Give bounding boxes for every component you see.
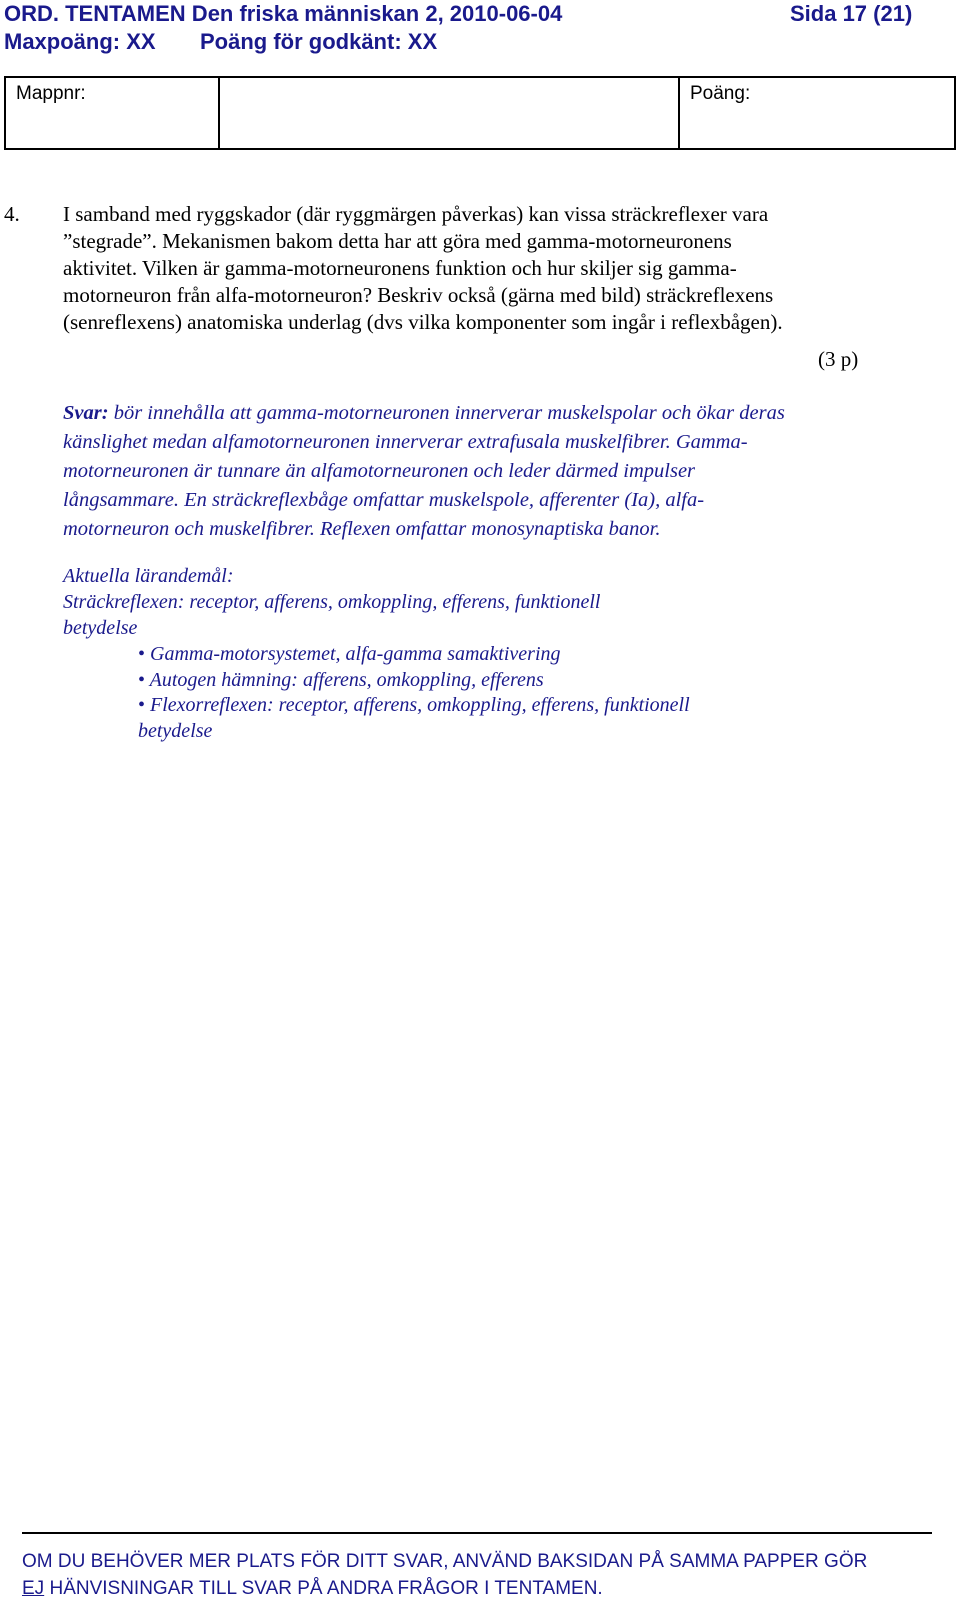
answer-block xyxy=(63,399,953,544)
list-item xyxy=(138,668,690,694)
list-item xyxy=(138,642,690,668)
question-line: motorneuron från alfa-motorneuron? Beskriv också (gärna med bild) sträckreflexens xyxy=(63,283,774,307)
question-text xyxy=(63,201,943,336)
footer-note xyxy=(22,1548,867,1602)
objectives-bullets xyxy=(138,642,690,744)
answer-line: motorneuron och muskelfibrer. Reflexen omfattar monosynaptiska banor. xyxy=(63,518,661,540)
grading-box xyxy=(4,76,956,150)
exam-title: ORD. TENTAMEN Den friska människan 2, 2010-06-04 xyxy=(4,1,563,26)
question-number: 4. xyxy=(4,202,20,226)
poang-label: Poäng: xyxy=(690,83,751,104)
objectives-intro-line: betydelse xyxy=(63,617,138,639)
answer-line: bör innehålla att gamma-motorneuronen innerverar muskelspolar och ökar deras xyxy=(113,402,785,424)
footer-rule xyxy=(22,1532,932,1534)
footer-ej: EJ xyxy=(22,1578,45,1599)
question-points: (3 p) xyxy=(818,347,859,371)
question-line: (senreflexens) anatomiska underlag (dvs vilka komponenter som ingår i reflexbågen). xyxy=(63,310,783,334)
bullet-icon: • xyxy=(138,643,146,665)
bullet-icon: • xyxy=(138,694,146,716)
list-item xyxy=(138,693,690,719)
bullet-icon: • xyxy=(138,668,146,691)
mappnr-cell[interactable] xyxy=(6,78,220,148)
answer-line: känslighet medan alfamotorneuronen innerverar extrafusala muskelfibrer. Gamma- xyxy=(63,431,748,453)
answer-label: Svar: xyxy=(63,402,109,424)
list-item-text: Flexorreflexen: receptor, afferens, omkoppling, efferens, funktionell xyxy=(150,694,690,716)
page-number: Sida 17 (21) xyxy=(790,1,913,26)
answer-line: långsammare. En sträckreflexbåge omfattar muskelspole, afferenter (Ia), alfa- xyxy=(63,489,705,511)
footer-line xyxy=(22,1575,867,1602)
max-points: Maxpoäng: XX xyxy=(4,29,156,54)
pass-points: Poäng för godkänt: XX xyxy=(200,29,438,54)
footer-line-rest: HÄNVISNINGAR TILL SVAR PÅ ANDRA FRÅGOR I TENTAMEN. xyxy=(44,1578,603,1599)
blank-cell xyxy=(220,78,680,148)
list-item-continuation: betydelse xyxy=(138,719,213,742)
mappnr-label: Mappnr: xyxy=(16,83,86,104)
question-line: ”stegrade”. Mekanismen bakom detta har att göra med gamma-motorneuronens xyxy=(63,229,732,253)
list-item-text: Autogen hämning: afferens, omkoppling, efferens xyxy=(149,668,544,691)
objectives-block xyxy=(63,563,600,641)
footer-line: OM DU BEHÖVER MER PLATS FÖR DITT SVAR, ANVÄND BAKSIDAN PÅ SAMMA PAPPER GÖR xyxy=(22,1551,868,1572)
question-line: I samband med ryggskador (där ryggmärgen påverkas) kan vissa sträckreflexer vara xyxy=(63,202,769,226)
list-item-text: Gamma-motorsystemet, alfa-gamma samaktivering xyxy=(150,643,561,665)
question-line: aktivitet. Vilken är gamma-motorneuronens funktion och hur skiljer sig gamma- xyxy=(63,256,737,280)
poang-cell[interactable] xyxy=(680,78,954,148)
objectives-heading: Aktuella lärandemål: xyxy=(63,565,234,587)
objectives-intro-line: Sträckreflexen: receptor, afferens, omkoppling, efferens, funktionell xyxy=(63,591,601,613)
answer-line: motorneuronen är tunnare än alfamotorneuronen och leder därmed impulser xyxy=(63,460,696,482)
